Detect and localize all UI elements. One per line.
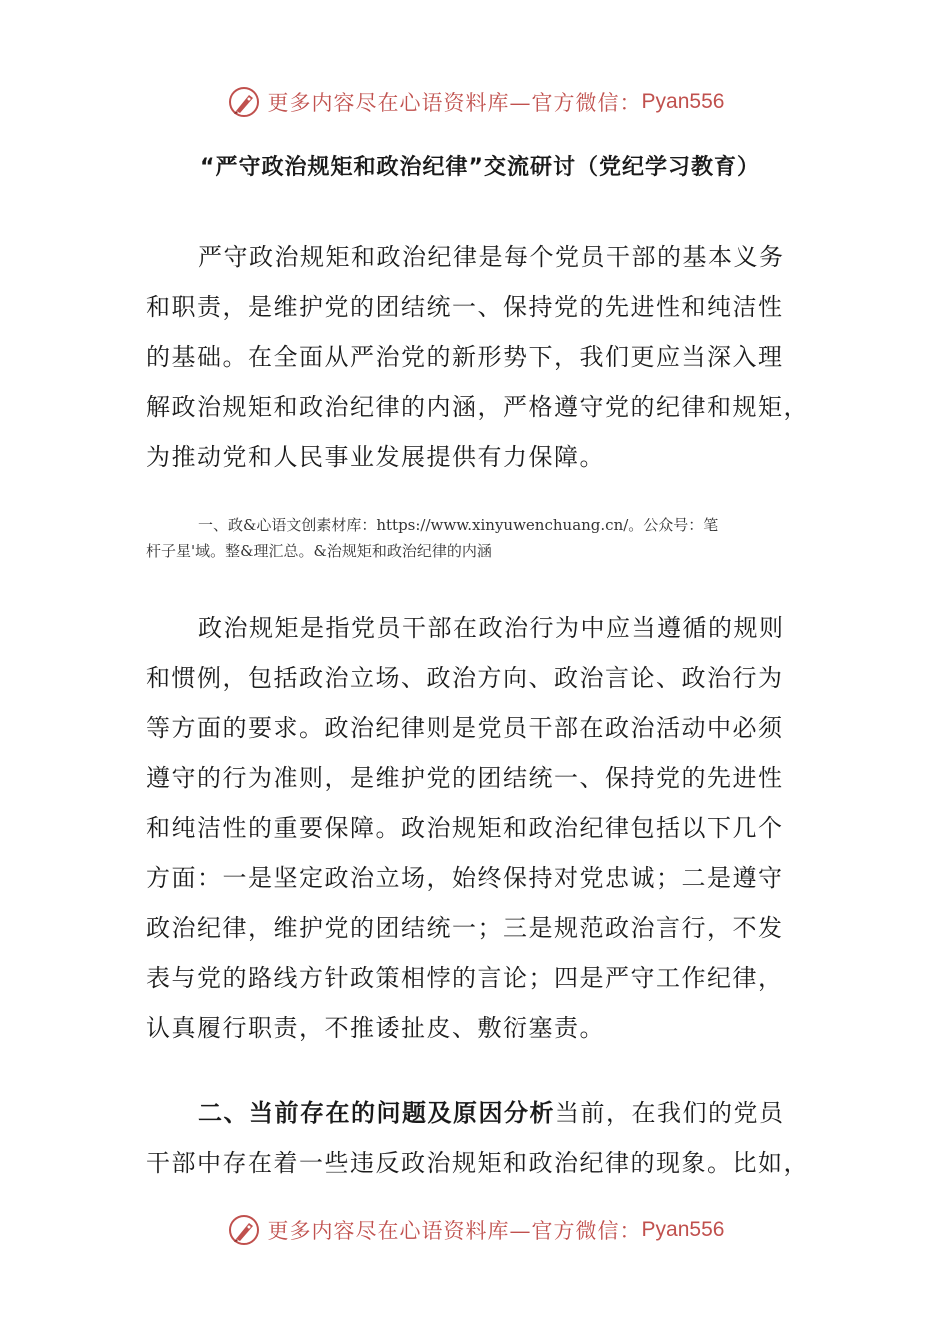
banner-text: 更多内容尽在心语资料库—官方微信：	[267, 91, 642, 115]
text-line: 认真履行职责，不推诿扯皮、敷衍塞责。	[146, 1014, 605, 1042]
document-title: “严守政治规矩和政治纪律”交流研讨（党纪学习教育）	[200, 155, 760, 180]
banner-wechat-id: Pyan556	[641, 1218, 725, 1241]
text-line: 政治规矩是指党员干部在政治行为中应当遵循的规则	[198, 614, 785, 642]
footer-banner	[0, 1208, 950, 1252]
text-line: 干部中存在着一些违反政治规矩和政治纪律的现象。比如，	[146, 1149, 809, 1177]
text-line: 遵守的行为准则，是维护党的团结统一、保持党的先进性	[146, 764, 784, 792]
note-line: 杆子星'域。整&理汇总。&治规矩和政治纪律的内涵	[146, 542, 492, 560]
header-banner	[0, 80, 950, 124]
text-line: 政治纪律，维护党的团结统一；三是规范政治言行，不发	[146, 914, 784, 942]
banner-wechat-id: Pyan556	[641, 90, 725, 113]
intro-paragraph	[146, 232, 809, 482]
text-line: 方面：一是坚定政治立场，始终保持对党忠诚；二是遵守	[146, 864, 784, 892]
text-line: 和纯洁性的重要保障。政治规矩和政治纪律包括以下几个	[146, 814, 784, 842]
section2-line1-rest: 当前，在我们的党员	[555, 1099, 785, 1127]
text-line: 表与党的路线方针政策相悖的言论；四是严守工作纪律，	[146, 964, 784, 992]
text-line	[146, 1088, 806, 1138]
text-line: 等方面的要求。政治纪律则是党员干部在政治活动中必须	[146, 714, 784, 742]
section2-heading: 二、当前存在的问题及原因分析	[198, 1099, 555, 1127]
note-line: 一、政&心语文创素材库：https://www.xinyuwenchuang.cn/。公众号：笔	[198, 516, 719, 534]
text-line: 的基础。在全面从严治党的新形势下，我们更应当深入理	[146, 343, 784, 371]
banner-text: 更多内容尽在心语资料库—官方微信：	[267, 1219, 642, 1243]
text-line: 和职责，是维护党的团结统一、保持党的先进性和纯洁性	[146, 293, 784, 321]
text-line: 严守政治规矩和政治纪律是每个党员干部的基本义务	[198, 243, 785, 271]
pen-nib-icon	[226, 1212, 262, 1248]
section1-paragraph	[146, 603, 806, 1053]
section1-heading-note	[146, 512, 806, 564]
pen-nib-icon	[226, 84, 262, 120]
text-line: 解政治规矩和政治纪律的内涵，严格遵守党的纪律和规矩，	[146, 393, 809, 421]
text-line: 为推动党和人民事业发展提供有力保障。	[146, 443, 605, 471]
section2-paragraph	[146, 1088, 809, 1188]
text-line: 和惯例，包括政治立场、政治方向、政治言论、政治行为	[146, 664, 784, 692]
